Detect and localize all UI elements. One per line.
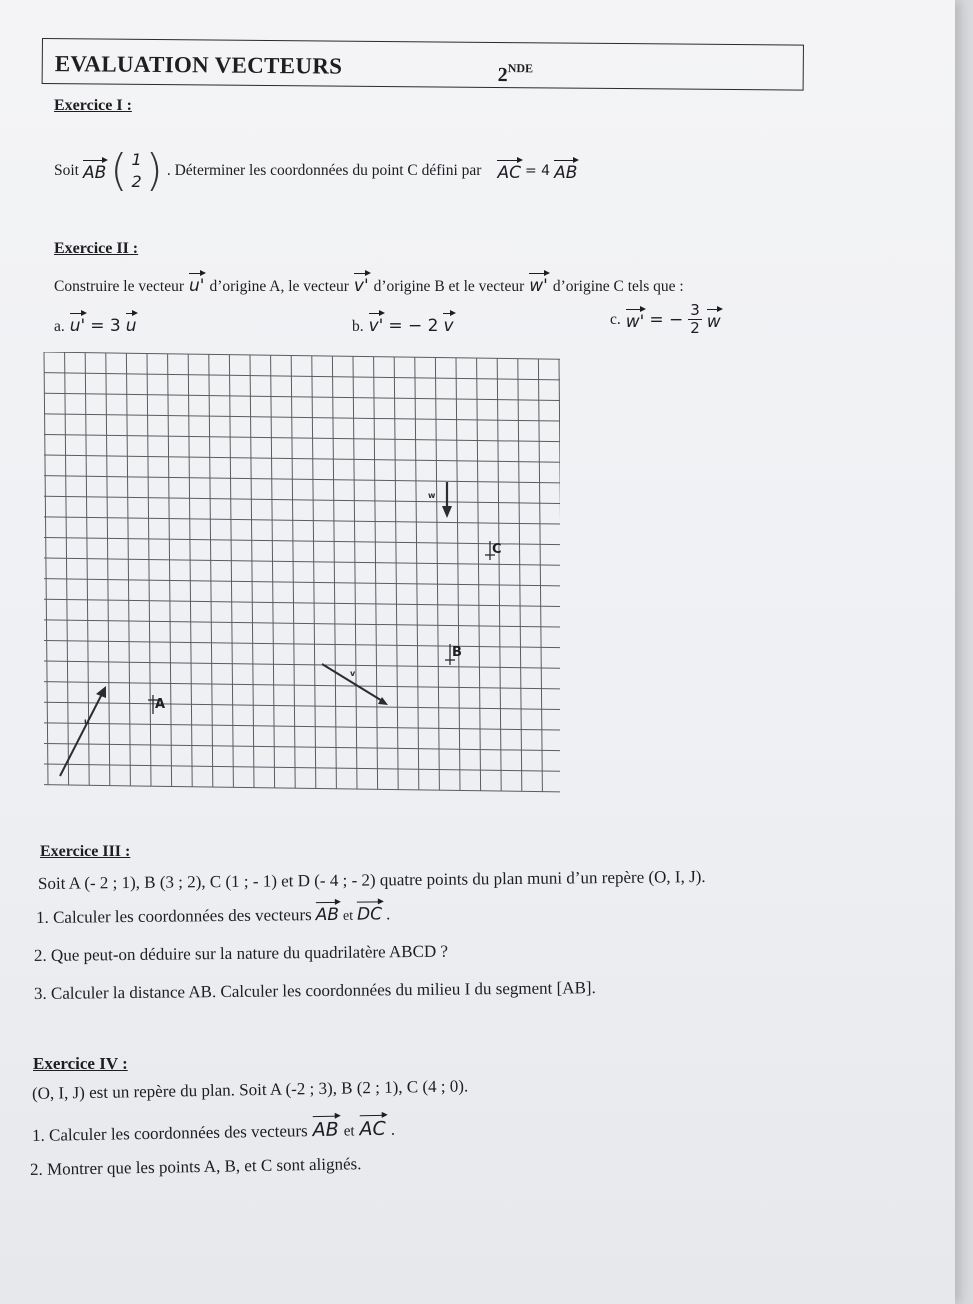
grid-vertical-line bbox=[271, 355, 275, 788]
ab-coordinates: 1 2 bbox=[131, 150, 142, 191]
grid-vertical-line bbox=[250, 355, 254, 788]
grid-horizontal-line bbox=[44, 579, 560, 586]
point-b-label: B bbox=[452, 645, 462, 660]
grid-vertical-line bbox=[374, 357, 378, 790]
grid-vertical-line bbox=[435, 358, 439, 791]
vector-u-arrow bbox=[60, 686, 106, 776]
grid-vertical-line bbox=[188, 354, 192, 787]
grid-vertical-line bbox=[65, 352, 69, 785]
grid-horizontal-line bbox=[44, 414, 560, 421]
ex4-intro: (O, I, J) est un repère du plan. Soit A (-2 ; 3), B (2 ; 1), C (4 ; 0). bbox=[31, 1076, 469, 1103]
grid-vertical-line bbox=[312, 356, 316, 789]
grid-horizontal-line bbox=[44, 434, 560, 441]
grid-horizontal-line bbox=[44, 682, 560, 689]
ex4-question-1: 1. Calculer les coordonnées des vecteurs AB et AC . bbox=[32, 1114, 395, 1146]
grid-horizontal-line bbox=[44, 558, 560, 565]
vector-w-arrow bbox=[428, 482, 452, 518]
point-c-label: C bbox=[492, 542, 502, 557]
grid-horizontal-line bbox=[44, 640, 560, 647]
grid-horizontal-line bbox=[44, 743, 560, 750]
class-level: 2NDE bbox=[497, 61, 534, 87]
ex3-heading: Exercice III : bbox=[40, 843, 131, 860]
grid-vertical-line bbox=[209, 354, 213, 787]
grid-vertical-line bbox=[394, 357, 398, 790]
ex2-item-c: c. w' = − $\frac{3}{2}$ w bbox=[610, 301, 721, 337]
grid-vertical-line bbox=[147, 353, 151, 786]
ex2-item-a: a. u' = 3 u bbox=[54, 312, 136, 336]
grid-vertical-line bbox=[126, 353, 130, 786]
grid-vertical-line bbox=[477, 358, 481, 791]
vector-u-label: u bbox=[84, 717, 90, 726]
ex3-question-3: 3. Calculer la distance AB. Calculer les coordonnées du milieu I du segment [AB]. bbox=[33, 978, 596, 1003]
grid-vertical-line bbox=[332, 356, 336, 789]
grid-vertical-line bbox=[415, 357, 419, 790]
grid-vertical-line bbox=[168, 354, 172, 787]
point-b bbox=[445, 644, 462, 665]
grid-horizontal-line bbox=[44, 393, 560, 400]
grid-horizontal-line bbox=[44, 620, 560, 627]
grid-horizontal-line bbox=[44, 476, 560, 483]
grid-horizontal-line bbox=[44, 517, 560, 524]
vector-v-label: v bbox=[350, 669, 356, 678]
grid-lines bbox=[44, 352, 560, 792]
grid-vertical-line bbox=[353, 356, 357, 789]
grid-horizontal-line bbox=[44, 373, 560, 380]
grid-horizontal-line bbox=[44, 702, 560, 709]
vector-w-label: w bbox=[428, 491, 436, 500]
ex1-heading: Exercice I : bbox=[54, 97, 132, 114]
grid-horizontal-line bbox=[44, 723, 560, 730]
grid-vertical-line bbox=[518, 359, 522, 792]
grid-vertical-line bbox=[229, 355, 233, 788]
ex3-intro: Soit A (- 2 ; 1), B (3 ; 2), C (1 ; - 1) et D (- 4 ; - 2) quatre points du plan muni d’un repère (O, I, J). bbox=[37, 867, 706, 893]
grid-horizontal-line bbox=[44, 785, 560, 792]
ex2-heading: Exercice II : bbox=[54, 240, 139, 257]
grid-horizontal-line bbox=[44, 661, 560, 668]
vector-ab: AB bbox=[83, 159, 106, 183]
title-box bbox=[42, 38, 804, 91]
grid-horizontal-line bbox=[44, 599, 560, 606]
point-a-label: A bbox=[155, 697, 166, 712]
ex4-heading: Exercice IV : bbox=[33, 1054, 128, 1073]
ex2-statement: Construire le vecteur u' d’origine A, le vecteur v' d’origine B et le vecteur w' d’origine C tels que : bbox=[54, 272, 684, 296]
grid-horizontal-line bbox=[44, 455, 560, 462]
grid-vertical-line bbox=[106, 353, 110, 786]
grid-horizontal-line bbox=[44, 496, 560, 503]
grid-horizontal-line bbox=[44, 537, 560, 544]
ex3-question-2: 2. Que peut-on déduire sur la nature du quadrilatère ABCD ? bbox=[33, 941, 449, 965]
ex1-statement: Soit AB ( 1 2 ) . Déterminer les coordonnées du point C défini par AC = 4 AB bbox=[54, 145, 578, 196]
grid-vertical-line bbox=[497, 358, 501, 791]
vector-v-arrow bbox=[322, 664, 388, 705]
grid-vertical-line bbox=[456, 358, 460, 791]
grid-vertical-line bbox=[559, 359, 560, 792]
ex2-item-b: b. v' = − 2 v bbox=[352, 312, 454, 336]
exam-title: EVALUATION VECTEURS bbox=[54, 51, 343, 79]
vector-grid-figure bbox=[40, 352, 560, 800]
grid-horizontal-line bbox=[44, 764, 560, 771]
grid-vertical-line bbox=[44, 352, 48, 785]
grid-vertical-line bbox=[291, 356, 295, 789]
fraction-three-halves: $\frac{3}{2}$ bbox=[690, 301, 700, 337]
grid-horizontal-line bbox=[44, 352, 560, 359]
ex3-question-1: 1. Calculer les coordonnées des vecteurs AB et DC . bbox=[36, 900, 391, 928]
vector-ab-2: AB bbox=[554, 159, 577, 183]
grid-vertical-line bbox=[538, 359, 542, 792]
vector-ac: AC bbox=[497, 159, 521, 183]
ex4-question-2: 2. Montrer que les points A, B, et C sont alignés. bbox=[29, 1154, 362, 1179]
